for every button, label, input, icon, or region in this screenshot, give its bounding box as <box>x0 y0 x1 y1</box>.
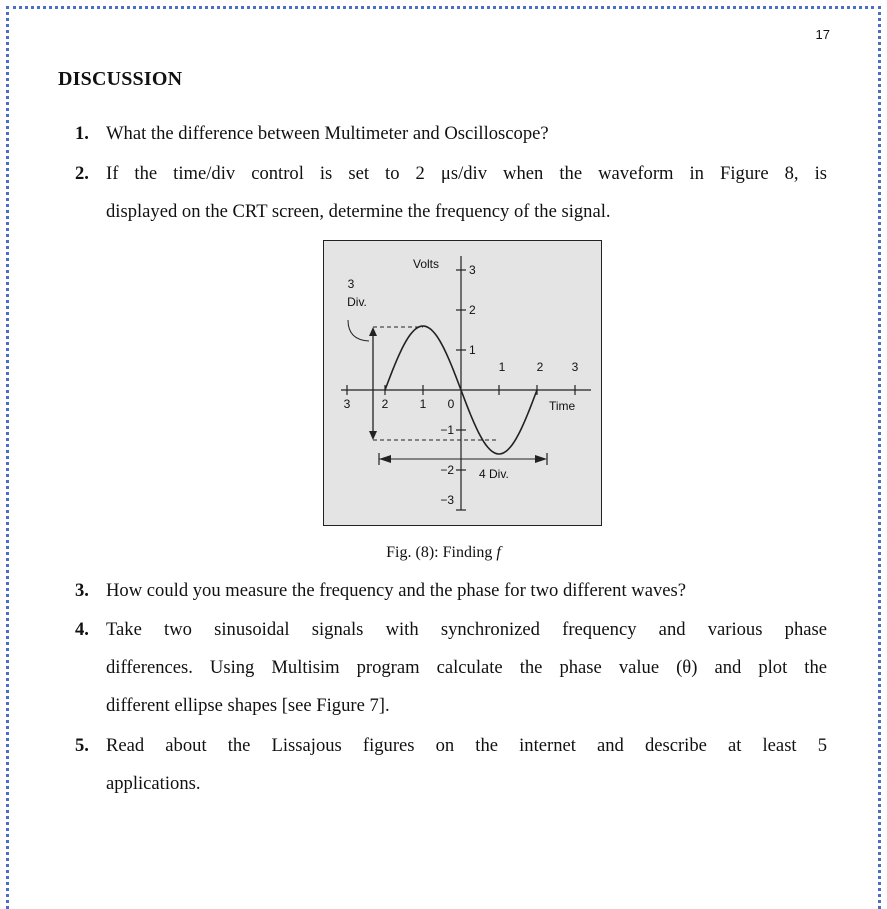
period-label: 4 Div. <box>479 467 509 481</box>
x-tick-label: 2 <box>381 397 389 411</box>
caption-text: Fig. (8): Finding <box>386 544 497 561</box>
question-text: displayed on the CRT screen, determine the frequency of the signal. <box>106 201 611 222</box>
question-text: What the difference between Multimeter and Oscilloscope? <box>106 123 549 144</box>
question-text: How could you measure the frequency and the phase for two different waves? <box>106 580 686 601</box>
section-heading: DISCUSSION <box>58 68 183 90</box>
caption-variable: f <box>496 544 501 561</box>
y-tick-label: −3 <box>440 493 454 507</box>
question-number: 3. <box>75 580 89 601</box>
x-tick-label: 1 <box>498 360 506 374</box>
y-tick-label: 1 <box>469 343 476 357</box>
x-axis-title: Time <box>549 399 576 413</box>
question-number: 5. <box>75 735 89 756</box>
y-axis-title: Volts <box>413 257 440 271</box>
figure-8-waveform <box>323 240 602 526</box>
y-tick-label: −1 <box>440 423 454 437</box>
figure-panel <box>324 241 602 526</box>
question-text: Read about the Lissajous figures on the internet and describe at least 5 <box>106 735 827 756</box>
x-tick-label: 1 <box>419 397 427 411</box>
y-tick-label: 3 <box>469 263 476 277</box>
page-number: 17 <box>815 27 830 42</box>
amplitude-unit: Div. <box>347 295 367 309</box>
question-text: differences. Using Multisim program calculate the phase value (θ) and plot the <box>106 657 827 678</box>
x-tick-label: 3 <box>571 360 579 374</box>
question-number: 4. <box>75 619 89 640</box>
question-text: Take two sinusoidal signals with synchronized frequency and various phase <box>106 619 827 640</box>
question-text: applications. <box>106 773 201 794</box>
x-tick-label: 3 <box>343 397 351 411</box>
x-tick-label: 2 <box>536 360 544 374</box>
question-number: 2. <box>75 163 89 184</box>
y-tick-label: 2 <box>469 303 476 317</box>
question-text: different ellipse shapes [see Figure 7]. <box>106 695 390 716</box>
question-text: If the time/div control is set to 2 μs/div when the waveform in Figure 8, is <box>106 163 827 184</box>
x-tick-label: 0 <box>447 397 455 411</box>
figure-caption <box>0 544 887 562</box>
question-number: 1. <box>75 123 89 144</box>
amplitude-value: 3 <box>347 277 355 291</box>
y-tick-label: −2 <box>440 463 454 477</box>
